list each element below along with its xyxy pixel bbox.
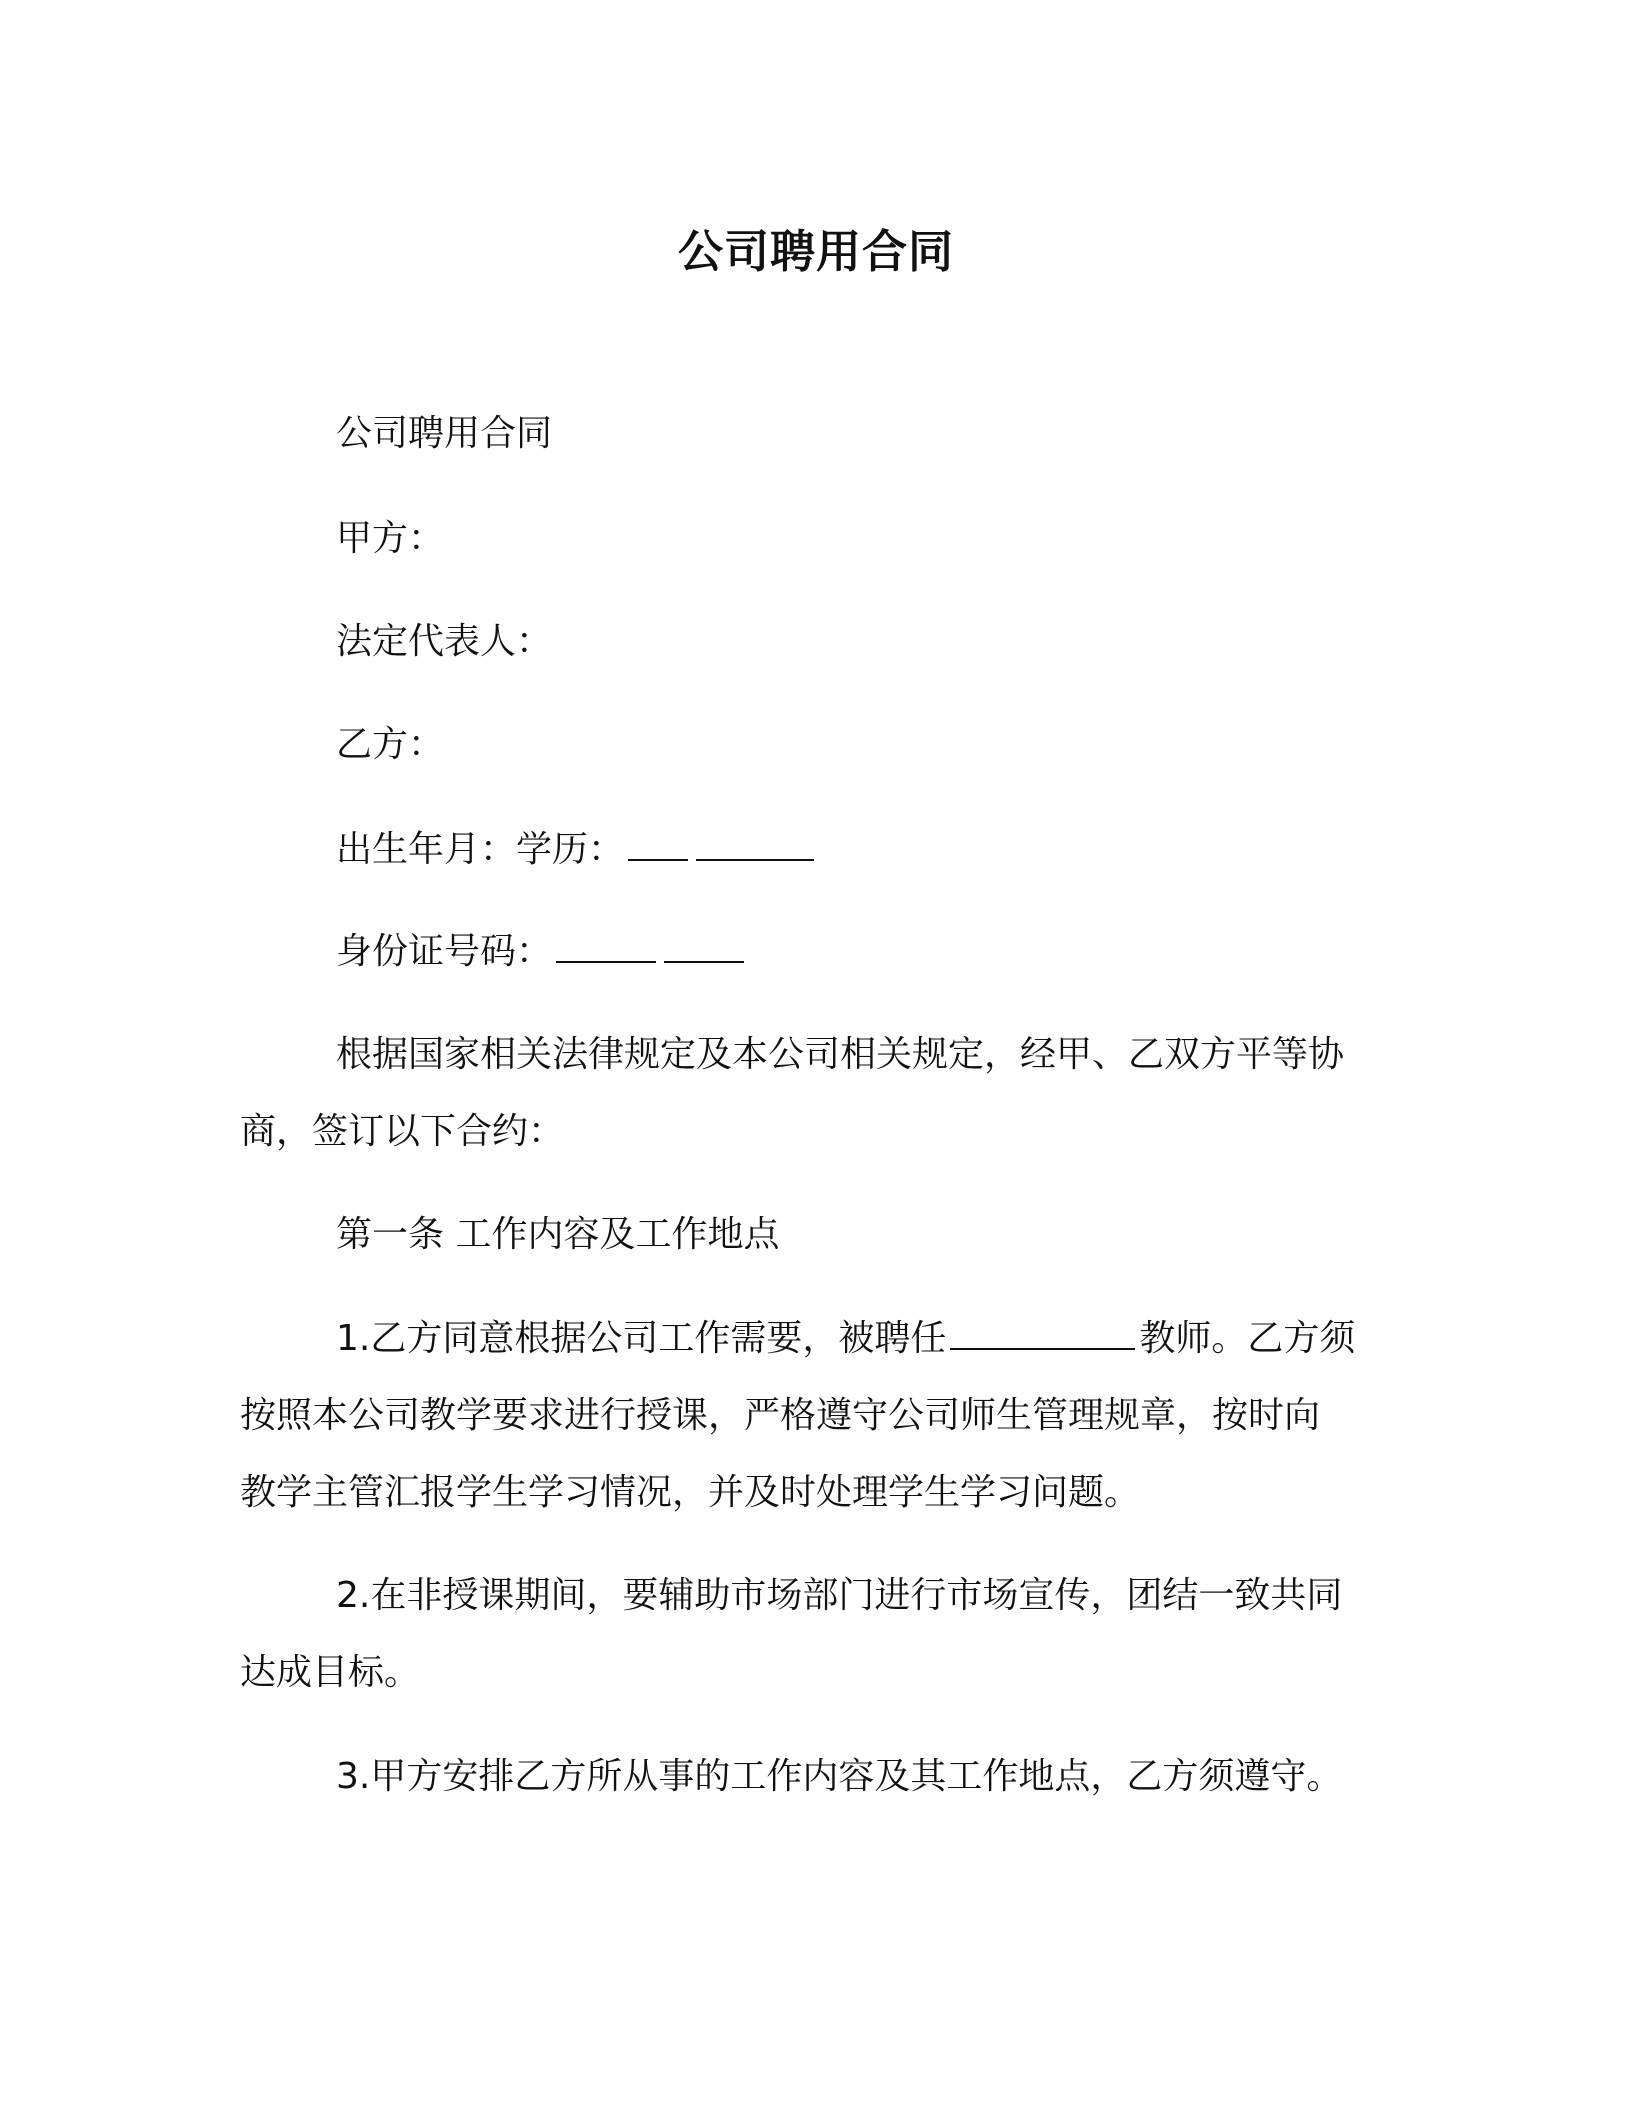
id-number-label: 身份证号码： (336, 931, 553, 972)
contract-subtitle: 公司聘用合同 (336, 413, 553, 454)
clause-2-line-2: 达成目标。 (240, 1652, 421, 1693)
blank-underline (950, 1318, 1135, 1350)
document-title: 公司聘用合同 (677, 225, 954, 278)
party-a-line: 甲方： (336, 518, 445, 559)
clause-1-text-b: 教师。乙方须 (1139, 1318, 1356, 1359)
party-b-line: 乙方： (336, 724, 445, 765)
clause-3-line-1: 3.甲方安排乙方所从事的工作内容及其工作地点，乙方须遵守。 (336, 1756, 1343, 1797)
blank-underline (628, 829, 688, 861)
clause-1-text-a: 1.乙方同意根据公司工作需要，被聘任 (336, 1318, 947, 1359)
legal-representative-line: 法定代表人： (336, 621, 553, 662)
blank-underline (664, 931, 744, 963)
clause-1-line-2: 按照本公司教学要求进行授课，严格遵守公司师生管理规章，按时向 (240, 1395, 1321, 1436)
clause-1-line-1 (336, 1300, 1355, 1378)
paragraph-intro-line-2: 商，签订以下合约： (240, 1111, 565, 1152)
clause-1-line-3: 教学主管汇报学生学习情况，并及时处理学生学习问题。 (240, 1472, 1141, 1513)
blank-underline (696, 829, 814, 861)
clause-2-line-1: 2.在非授课期间，要辅助市场部门进行市场宣传，团结一致共同 (336, 1575, 1343, 1616)
id-number-line (336, 913, 748, 991)
birth-education-label: 出生年月：学历： (336, 829, 625, 870)
birth-education-line (336, 811, 818, 889)
blank-underline (556, 931, 656, 963)
paragraph-intro-line-1: 根据国家相关法律规定及本公司相关规定，经甲、乙双方平等协 (336, 1034, 1345, 1075)
article-1-heading: 第一条 工作内容及工作地点 (336, 1214, 780, 1255)
